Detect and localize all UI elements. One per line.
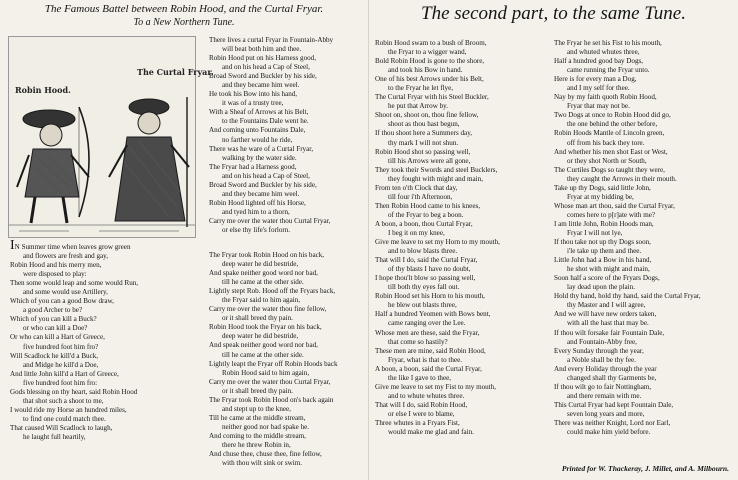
verse-line: were disposed to play: xyxy=(23,270,87,279)
verse-line: Carry me over the water thou Curtal Fryar, xyxy=(209,377,331,386)
verse-line: and there remain with me. xyxy=(567,391,642,400)
verse-line: And whether his men shot East or West, xyxy=(554,147,668,156)
verse-line: Robin Hood put on his Harness good, xyxy=(209,54,316,63)
verse-line: and stept up to the knee, xyxy=(222,404,291,413)
verse-line: IN Summer time when leaves grow green xyxy=(10,238,131,253)
verse-line: and flowers are fresh and gay, xyxy=(23,252,109,261)
verse-line: Three whutes in a Fryars Fist, xyxy=(375,418,460,427)
verse-line: seven long years and more, xyxy=(567,409,645,418)
verse-line: thy Master and I will agree, xyxy=(567,301,646,310)
verse-line: changed shall thy Garments be, xyxy=(567,373,657,382)
verse-line: These men are mine, said Robin Hood, xyxy=(375,346,486,355)
verse-line: The Fryar took Robin Hood on's back again xyxy=(209,395,334,404)
verse-line: he shot with might and main, xyxy=(567,265,650,274)
verse-line: to the Fryar he let flye, xyxy=(388,84,454,93)
verse-line: Robin Hood and his merry men, xyxy=(10,261,102,270)
verse-line: There was he ware of a Curtal Fryar, xyxy=(209,144,314,153)
verse-line: This Curtal Fryar had kept Fountain Dale, xyxy=(554,400,674,409)
verse-line: Whose men are these, said the Fryar, xyxy=(375,328,480,337)
woodcut-label-robin: Robin Hood. xyxy=(15,85,71,95)
verse-line: they caught the Arrows in their mouth. xyxy=(567,174,677,183)
verse-line: a good Archer to be? xyxy=(23,306,83,315)
woodcut-illustration xyxy=(8,36,214,238)
verse-line: And little John kill'd a Hart of Greece, xyxy=(10,369,119,378)
verse-line: of the Fryar to beg a boon. xyxy=(388,210,464,219)
verse-line: till four i'th Afternoon, xyxy=(388,192,453,201)
verse-line: or who can kill a Doe? xyxy=(23,324,88,333)
verse-line: off from his back they tore. xyxy=(567,138,645,147)
verse-line: Then Robin Hood came to his knees, xyxy=(375,201,481,210)
right-page xyxy=(368,0,738,480)
verse-line: deep water he did bestride, xyxy=(222,260,299,269)
verse-line: Every Sunday through the year, xyxy=(554,346,644,355)
verse-line: Fryar, what is that to thee. xyxy=(388,355,462,364)
verse-line: thy mark I will not shun. xyxy=(388,138,459,147)
verse-line: That caused Will Scadlock to laugh, xyxy=(10,423,113,432)
verse-line: and they became him weel. xyxy=(222,81,300,90)
verse-line: He took his Bow into his hand, xyxy=(209,90,298,99)
verse-line: Which of you can kill a Buck? xyxy=(10,315,97,324)
verse-line: and Fountain-Abby free, xyxy=(567,337,637,346)
verse-line: Broad Sword and Buckler by his side, xyxy=(209,180,317,189)
verse-line: And chuse thee, chuse thee, fine fellow, xyxy=(209,450,322,459)
right-column-1 xyxy=(375,39,553,437)
verse-line: walking by the water side. xyxy=(222,153,297,162)
verse-line: If thou shoot here a Summers day, xyxy=(375,129,473,138)
verse-line: that come so hastily? xyxy=(388,337,448,346)
verse-line: Carry me over the water thou Curtal Fryar, xyxy=(209,216,331,225)
verse-line: I beg it on my knee, xyxy=(388,228,445,237)
verse-line: Fryar at my bidding be, xyxy=(567,192,634,201)
verse-line: the Fryar to a wigger wand, xyxy=(388,48,467,57)
verse-line: And coming unto Fountains Dale, xyxy=(209,126,306,135)
verse-line: And every Holiday through the year xyxy=(554,364,657,373)
verse-line: They took their Swords and steel Bucklers, xyxy=(375,165,498,174)
verse-line: came running the Fryar unto. xyxy=(567,66,650,75)
verse-line: or they shot North or South, xyxy=(567,156,647,165)
verse-line: And spake neither good word nor bad, xyxy=(209,269,318,278)
verse-line: Which of you can a good Bow draw, xyxy=(10,297,114,306)
verse-line: to find one could match thee. xyxy=(23,414,106,423)
verse-line: with all the hast that may be. xyxy=(567,319,649,328)
ballad-subtitle: To a New Northern Tune. xyxy=(133,17,235,28)
verse-line: and I my self for thee. xyxy=(567,84,630,93)
verse-line: he blew out blasts three, xyxy=(388,301,457,310)
verse-line: Soon half a score of the Fryars Dogs, xyxy=(554,274,660,283)
verse-line: comes here to p[r]ate with me? xyxy=(567,210,656,219)
verse-line: or else I were to blame, xyxy=(388,409,455,418)
verse-line: will beat both him and thee. xyxy=(222,45,302,54)
verse-line: Robin Hood shot so passing well, xyxy=(375,147,471,156)
verse-line: A boon, a boon, said the Curtal Fryar, xyxy=(375,364,482,373)
verse-line: I would ride my Horse an hundred miles, xyxy=(10,405,127,414)
verse-line: it was of a trusty tree, xyxy=(222,99,284,108)
verse-line: Gods blessing on thy heart, said Robin Hood xyxy=(10,387,138,396)
verse-line: Robin Hood swam to a bush of Broom, xyxy=(375,39,487,47)
verse-line: till his Arrows were all gone, xyxy=(388,156,471,165)
verse-line: Two Dogs at once to Robin Hood did go, xyxy=(554,111,671,120)
verse-line: If thou take not up thy Dogs soon, xyxy=(554,238,651,247)
verse-line: lay dead upon the plain. xyxy=(567,283,635,292)
verse-line: till he came at the other side. xyxy=(222,278,304,287)
verse-line: That will I do, said the Curtal Fryar, xyxy=(375,256,478,265)
verse-line: One of his best Arrows under his Belt, xyxy=(375,75,484,84)
verse-line: Robin Hood set his Horn to his mouth, xyxy=(375,292,485,301)
verse-line: and took his Bow in hand. xyxy=(388,66,463,75)
verse-line: I am little John, Robin Hoods man, xyxy=(554,219,654,228)
verse-line: the one behind the other before, xyxy=(567,120,658,129)
verse-line: The Fryar took Robin Hood on his back, xyxy=(209,251,325,259)
verse-line: i'le take up them and thee. xyxy=(567,247,642,256)
verse-line: of thy blasts I have no doubt, xyxy=(388,265,471,274)
verse-line: The Fryar had a Harness good, xyxy=(209,162,297,171)
verse-line: till he came at the other side. xyxy=(222,350,304,359)
verse-line: and some would use Artillery, xyxy=(23,288,108,297)
verse-line: no farther would he ride, xyxy=(222,135,293,144)
verse-line: Half a hundred good bay Dogs, xyxy=(554,57,644,66)
verse-line: and to blow blasts three. xyxy=(388,247,458,256)
printer-imprint: Printed for W. Thackeray, J. Millet, and A. Milbourn. xyxy=(561,464,729,473)
verse-line: Give me leave to set my Fist to my mouth, xyxy=(375,382,496,391)
verse-line: Or who can kill a Hart of Greece, xyxy=(10,333,105,342)
verse-line: the like I gave to thee, xyxy=(388,373,452,382)
verse-line: Robin Hood took the Fryar on his back, xyxy=(209,323,322,332)
verse-line: The Curtal Fryar with his Steel Buckler, xyxy=(375,93,489,102)
verse-line: there he threw Robin in, xyxy=(222,440,291,449)
verse-line: five hundred foot him fro? xyxy=(23,342,99,351)
verse-line: Lightly stept Rob. Hood off the Fryars back, xyxy=(209,287,336,296)
verse-line: with thou wilt sink or swim. xyxy=(222,459,303,468)
verse-line: Fryar I will not lye, xyxy=(567,228,623,237)
verse-line: or else thy life's forlorn. xyxy=(222,225,291,234)
verse-line: From ten o'th Clock that day, xyxy=(375,183,458,192)
left-column-right-top xyxy=(209,36,365,235)
left-column-right-bottom xyxy=(209,251,365,468)
verse-line: If thou wilt go to fair Nottingham, xyxy=(554,382,652,391)
verse-line: Till he came at the middle stream, xyxy=(209,413,306,422)
verse-line: to the Fountains Dale went he. xyxy=(222,117,309,126)
verse-line: and Midge he kill'd a Doe, xyxy=(23,360,99,369)
verse-line: Bold Robin Hood is gone to the shore, xyxy=(375,57,485,66)
verse-line: A boon, a boon, thou Curtal Fryar, xyxy=(375,219,473,228)
verse-line: came ranging over the Lee. xyxy=(388,319,466,328)
verse-line: Fryar that may not be. xyxy=(567,102,630,111)
verse-line: Whose man art thou, said the Curtal Fryar, xyxy=(554,201,675,210)
left-page xyxy=(0,0,368,480)
verse-line: Robin Hood said to him again, xyxy=(222,368,310,377)
verse-line: shoot as thou hast begun, xyxy=(388,120,460,129)
verse-line: With a Sheaf of Arrows at his Belt, xyxy=(209,108,309,117)
verse-line: Broad Sword and Buckler by his side, xyxy=(209,72,317,81)
ballad-title: The Famous Battel between Robin Hood, and the Curtal Fryar. xyxy=(44,3,324,15)
verse-line: they fought with might and main, xyxy=(388,174,483,183)
verse-line: five hundred foot him fro: xyxy=(23,378,98,387)
verse-line: And we will have new orders taken, xyxy=(554,310,657,319)
verse-line: And speak neither good word nor bad, xyxy=(209,341,318,350)
verse-line: would make me glad and fain. xyxy=(388,428,474,437)
right-column-2 xyxy=(554,39,732,437)
verse-line: Robin Hood lighted off his Horse, xyxy=(209,198,306,207)
verse-line: till both thy eyes fall out. xyxy=(388,283,460,292)
woodcut-figures xyxy=(9,37,214,237)
verse-line: and whuted whutes three, xyxy=(567,48,640,57)
verse-line: he laught full heartily, xyxy=(23,432,86,441)
left-column-bottom xyxy=(10,238,196,442)
verse-line: That will I do, said Robin Hood, xyxy=(375,400,468,409)
verse-line: Hold thy hand, hold thy hand, said the Curtal Fryar, xyxy=(554,292,701,301)
verse-line: the Fryar said to him again, xyxy=(222,296,301,305)
verse-line: and to whute whutes three. xyxy=(388,391,465,400)
verse-line: Little John had a Bow in his hand, xyxy=(554,256,652,265)
verse-line: If thou wilt forsake fair Fountain Dale, xyxy=(554,328,665,337)
verse-line: he put that Arrow by. xyxy=(388,102,449,111)
verse-line: Carry me over the water thou fine fellow, xyxy=(209,305,327,314)
verse-line: could make him yield before. xyxy=(567,428,651,437)
verse-line: I hope thou'lt blow so passing well, xyxy=(375,274,476,283)
verse-line: Will Scadlock he kill'd a Buck, xyxy=(10,351,99,360)
verse-line: Lightly leapt the Fryar off Robin Hoods back xyxy=(209,359,338,368)
verse-line: Shoot on, shoot on, thou fine fellow, xyxy=(375,111,479,120)
verse-line: neither good nor bad spake he. xyxy=(222,422,310,431)
verse-line: The Curtiles Dogs so taught they were, xyxy=(554,165,665,174)
second-part-title: The second part, to the same Tune. xyxy=(421,3,686,24)
verse-line: that shot such a shoot to me, xyxy=(23,396,104,405)
woodcut-label-fryar: The Curtal Fryar. xyxy=(137,67,214,77)
verse-line: The Fryar he set his Fist to his mouth, xyxy=(554,39,662,47)
verse-line: Then some would leap and some would Run, xyxy=(10,279,139,288)
verse-line: Take up thy Dogs, said little John, xyxy=(554,183,651,192)
verse-line: Nay by my faith quoth Robin Hood, xyxy=(554,93,657,102)
verse-line: and on his head a Cap of Steel, xyxy=(222,171,310,180)
verse-line: or it shall breed thy pain. xyxy=(222,314,293,323)
verse-line: There lives a curtal Fryar in Fountain-Abby xyxy=(209,36,334,44)
verse-line: deep water he did bestride, xyxy=(222,332,299,341)
verse-line: and on his head a Cap of Steel, xyxy=(222,63,310,72)
verse-line: Here is for every man a Dog, xyxy=(554,75,637,84)
verse-line: and tyed him to a thorn, xyxy=(222,207,290,216)
verse-line: and they became him weel. xyxy=(222,189,300,198)
verse-line: a Noble shall be thy fee. xyxy=(567,355,636,364)
verse-line: Half a hundred Yeomen with Bows bent, xyxy=(375,310,491,319)
verse-line: There was neither Knight, Lord nor Earl, xyxy=(554,418,671,427)
verse-line: Robin Hoods Mantle of Lincoln green, xyxy=(554,129,665,138)
verse-line: Give me leave to set my Horn to my mouth, xyxy=(375,238,500,247)
verse-line: or it shall breed thy pain. xyxy=(222,386,293,395)
verse-line: And coming to the middle stream, xyxy=(209,431,306,440)
